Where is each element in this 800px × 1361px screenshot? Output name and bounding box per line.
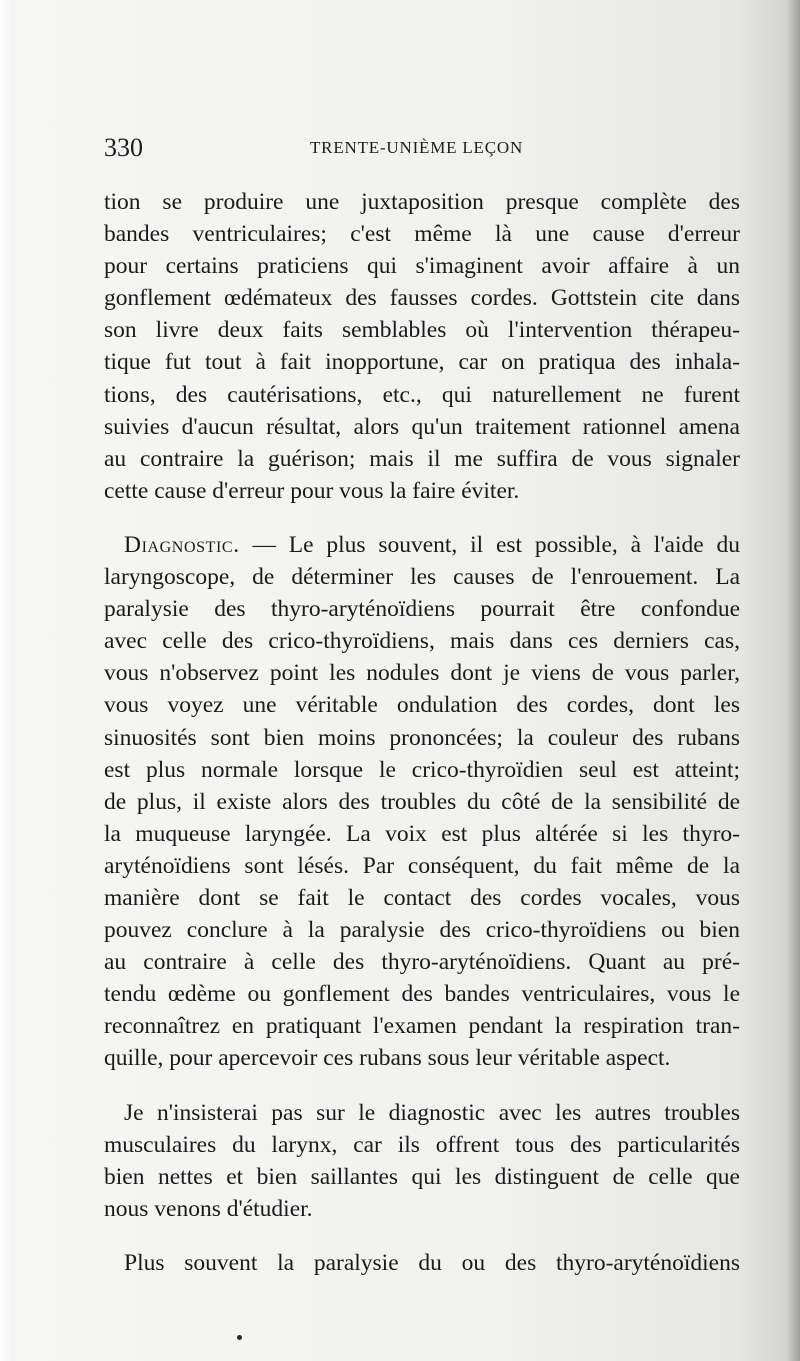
text-line: de plus, il existe alors des troubles du côté de la sensibilité de [104, 788, 740, 815]
paragraph-3 [104, 1097, 740, 1225]
text-line: gonflement œdémateux des fausses cordes. Gottstein cite dans [104, 285, 740, 312]
text-line: pouvez conclure à la paralysie des crico-thyroïdiens ou bien [104, 917, 740, 944]
paragraph-1 [104, 186, 740, 507]
text-line: tion se produire une juxtaposition presque complète des [104, 189, 740, 215]
text-line: laryngoscope, de déterminer les causes de l'enrouement. La [104, 564, 740, 591]
text-line: tendu œdème ou gonflement des bandes ventriculaires, vous le [104, 981, 740, 1008]
page-number: 330 [104, 133, 143, 162]
text-line: quille, pour apercevoir ces rubans sous leur véritable aspect. [104, 1045, 671, 1072]
body-text [104, 186, 740, 1279]
paragraph-diagnostic [104, 529, 740, 1075]
text-line: manière dont se fait le contact des cordes vocales, vous [104, 884, 740, 911]
text-line: au contraire la guérison; mais il me suffira de vous signaler [104, 445, 740, 472]
text-line: aryténoïdiens sont lésés. Par conséquent, du fait même de la [104, 852, 740, 879]
paragraph-4 [104, 1247, 740, 1279]
text-line: vous voyez une véritable ondulation des cordes, dont les [104, 692, 740, 719]
text-line: bandes ventriculaires; c'est même là une cause d'erreur [104, 221, 740, 248]
text-line: est plus normale lorsque le crico-thyroïdien seul est atteint; [104, 756, 740, 783]
text-line: vous n'observez point les nodules dont je viens de vous parler, [104, 660, 740, 687]
page-header [104, 131, 744, 165]
section-heading: Diagnostic. [124, 531, 240, 558]
text-line: paralysie des thyro-aryténoïdiens pourrait être confondue [104, 596, 740, 623]
text-line: tique fut tout à fait inopportune, car on pratiqua des inhala- [104, 349, 740, 376]
text-line: musculaires du larynx, car ils offrent tous des particularités [104, 1131, 740, 1158]
text-line: Je n'insisterai pas sur le diagnostic avec les autres troubles [124, 1099, 740, 1126]
text-line: tions, des cautérisations, etc., qui naturellement ne furent [104, 381, 740, 408]
text-line: sinuosités sont bien moins prononcées; la couleur des rubans [104, 724, 740, 751]
text-line: cette cause d'erreur pour vous la faire éviter. [104, 477, 520, 504]
running-head: TRENTE-UNIÈME LEÇON [310, 138, 524, 157]
text-line: la muqueuse laryngée. La voix est plus altérée si les thyro- [104, 820, 740, 847]
text-line: bien nettes et bien saillantes qui les distinguent de celle que [104, 1163, 740, 1190]
page-gutter [0, 0, 14, 1361]
ink-speck [237, 1335, 242, 1340]
text-line: suivies d'aucun résultat, alors qu'un traitement rationnel amena [104, 413, 740, 440]
text-line [104, 529, 740, 561]
heading-line-text: — Le plus souvent, il est possible, à l'aide du [239, 531, 740, 558]
text-line: nous venons d'étudier. [104, 1195, 313, 1222]
text-line: avec celle des crico-thyroïdiens, mais dans ces derniers cas, [104, 628, 740, 655]
page-edge-shadow [786, 0, 800, 1361]
text-line: pour certains praticiens qui s'imaginent avoir affaire à un [104, 253, 740, 280]
text-line: au contraire à celle des thyro-aryténoïdiens. Quant au pré- [104, 949, 740, 976]
text-line: Plus souvent la paralysie du ou des thyro-aryténoïdiens [124, 1249, 740, 1276]
text-line: reconnaîtrez en pratiquant l'examen pendant la respiration tran- [104, 1013, 740, 1040]
text-line: son livre deux faits semblables où l'intervention thérapeu- [104, 317, 740, 344]
